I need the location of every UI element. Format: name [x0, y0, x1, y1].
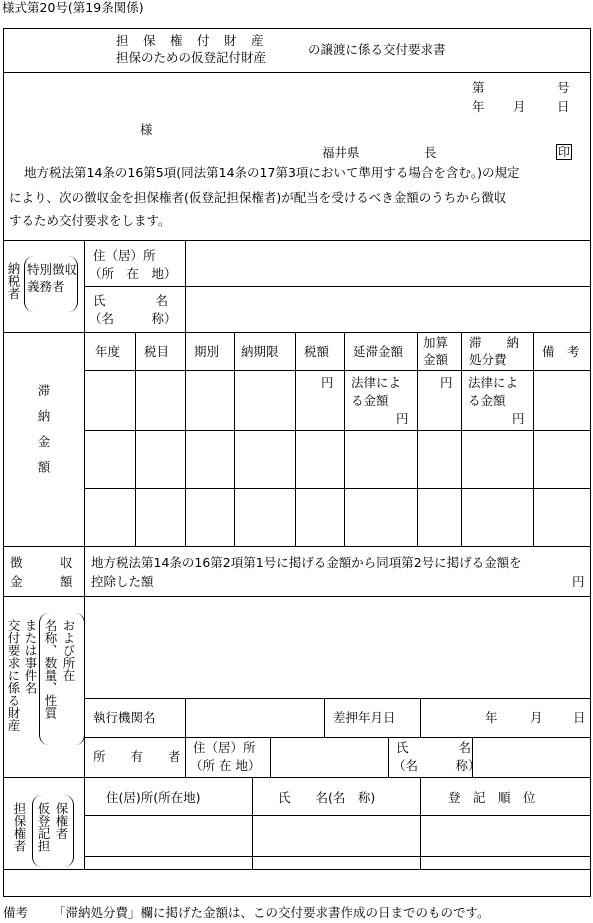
taxpayer-label-outer1: 納税者: [6, 262, 21, 300]
arrears-row-line-2: [84, 488, 591, 489]
address-label1: 住（居）所: [93, 248, 156, 263]
property-divider-1: [84, 698, 591, 699]
arrears-row-line-1: [84, 430, 591, 431]
col-year: 年度: [95, 344, 121, 359]
col-due: 納期限: [241, 344, 279, 359]
col-line-6: [417, 332, 418, 546]
seizure-year: 年: [485, 710, 498, 725]
col-remarks: 備 考: [542, 344, 580, 359]
col-delinquency: 延滞金額: [353, 344, 404, 359]
col-line-1: [135, 332, 136, 546]
address-label2: （所 在 地）: [89, 266, 177, 281]
col-line-7: [461, 332, 462, 546]
property-line-a: [185, 698, 186, 777]
property-line-d: [270, 737, 271, 777]
property-side-col2: または事件名: [23, 619, 38, 694]
creditor-rank-header: 登 記 順 位: [448, 790, 536, 805]
owner-name2: （名 称）: [393, 758, 481, 773]
seizure-day: 日: [573, 710, 586, 725]
collection-text1: 地方税法第14条の16第2項第1号に掲げる金額から同項第2号に掲げる金額を: [91, 555, 522, 570]
col-line-4: [295, 332, 296, 546]
delinquency-legal2: る金額: [351, 393, 389, 408]
seizure-month: 月: [530, 710, 543, 725]
col-disposal2: 処分費: [469, 352, 507, 367]
seizure-date-label: 差押年月日: [333, 710, 396, 725]
col-amount: 税額: [304, 344, 330, 359]
collection-text2: 控除した額: [91, 574, 154, 589]
property-line-e: [388, 737, 389, 777]
delinquency-yen: 円: [396, 411, 409, 426]
name-label1: 氏 名: [93, 293, 169, 308]
creditor-divider-2: [84, 856, 591, 857]
amount-yen: 円: [321, 375, 334, 390]
date-day: 日: [557, 99, 570, 114]
frame-bottom: [3, 896, 591, 897]
col-line-5: [344, 332, 345, 546]
col-line-3: [234, 332, 235, 546]
divider-collection: [3, 596, 591, 597]
number-label: 第: [472, 80, 485, 95]
delinquency-legal1: 法律によ: [351, 375, 402, 390]
creditor-divider-1: [84, 815, 591, 816]
divider-property: [3, 777, 591, 778]
col-surcharge1: 加算: [423, 335, 449, 350]
taxpayer-label-outer2: 特別徴収: [27, 262, 78, 277]
divider-title: [3, 72, 591, 73]
frame-right: [590, 28, 591, 897]
disposal-yen: 円: [512, 411, 525, 426]
name-label2: （名 称）: [89, 311, 177, 326]
arrears-side-label: 滞納金額: [36, 384, 51, 486]
chief: 長: [424, 145, 437, 160]
col-tax-item: 税目: [144, 344, 170, 359]
col-line-8: [533, 332, 534, 546]
col-period: 期別: [194, 344, 220, 359]
creditor-divider-bottom: [3, 869, 591, 870]
seal-mark: 印: [557, 145, 570, 159]
collection-label1: 徴 収: [10, 555, 73, 570]
body-line3: するため交付要求をします。: [9, 213, 171, 228]
body-line1: 地方税法第14条の16第5項(同法第14条の17第3項において準用する場合を含む。)の規定: [24, 165, 520, 180]
property-side-col3: 名称、数量、性質: [43, 619, 58, 719]
collection-label2: 金 額: [10, 574, 73, 589]
col-surcharge2: 金額: [423, 352, 449, 367]
form-number: 様式第20号(第19条関係): [2, 0, 144, 15]
addressee-suffix: 様: [140, 122, 153, 137]
taxpayer-divider: [84, 286, 591, 287]
owner-address2: （所 在 地）: [190, 758, 261, 773]
title-line2: 担保のための仮登記付財産: [116, 50, 267, 65]
creditor-address-header: 住(居)所(所在地): [106, 790, 201, 805]
date-year: 年: [472, 99, 485, 114]
property-line-c: [420, 698, 421, 737]
title-line1: 担 保 権 付 財 産: [116, 33, 265, 48]
disposal-legal2: る金額: [468, 393, 506, 408]
disposal-legal1: 法律によ: [468, 375, 519, 390]
creditor-side-col2: 仮登記担: [36, 802, 51, 852]
date-month: 月: [513, 99, 526, 114]
owner-label: 所 有 者: [93, 749, 181, 764]
creditor-side-col3: 保権者: [54, 802, 69, 840]
owner-address1: 住（居）所: [193, 740, 256, 755]
taxpayer-label-outer3: 義務者: [27, 279, 65, 294]
title-suffix: の譲渡に係る交付要求書: [308, 42, 446, 57]
agency-label: 執行機関名: [93, 710, 156, 725]
divider-header: [3, 240, 591, 241]
body-line2: により、次の徴収金を担保権者(仮登記担保権者)が配当を受けるべき金額のうちから徴収: [9, 190, 507, 205]
creditor-side-col1: 担保権者: [12, 802, 27, 852]
note-text: 「滞納処分費」欄に掲げた金額は、この交付要求書作成の日までのものです。: [53, 905, 490, 920]
frame-left: [3, 28, 4, 897]
arrears-header-line: [84, 370, 591, 371]
number-suffix: 号: [557, 80, 570, 95]
note-label: 備考: [3, 905, 29, 920]
frame-top: [3, 28, 591, 29]
col-line-2: [185, 332, 186, 546]
side-column-line: [84, 240, 85, 869]
creditor-name-header: 氏 名(名 称): [278, 790, 376, 805]
property-side-col1: 交付要求に係る財産: [6, 619, 21, 732]
property-divider-2: [84, 737, 591, 738]
prefecture: 福井県: [322, 145, 360, 160]
surcharge-yen: 円: [440, 375, 453, 390]
divider-taxpayer: [3, 332, 591, 333]
divider-arrears: [3, 546, 591, 547]
owner-name1: 氏 名: [396, 740, 472, 755]
property-side-col4: および所在: [61, 619, 76, 682]
col-disposal1: 滞 納: [469, 335, 520, 350]
collection-yen: 円: [572, 574, 585, 589]
property-line-b: [324, 698, 325, 737]
